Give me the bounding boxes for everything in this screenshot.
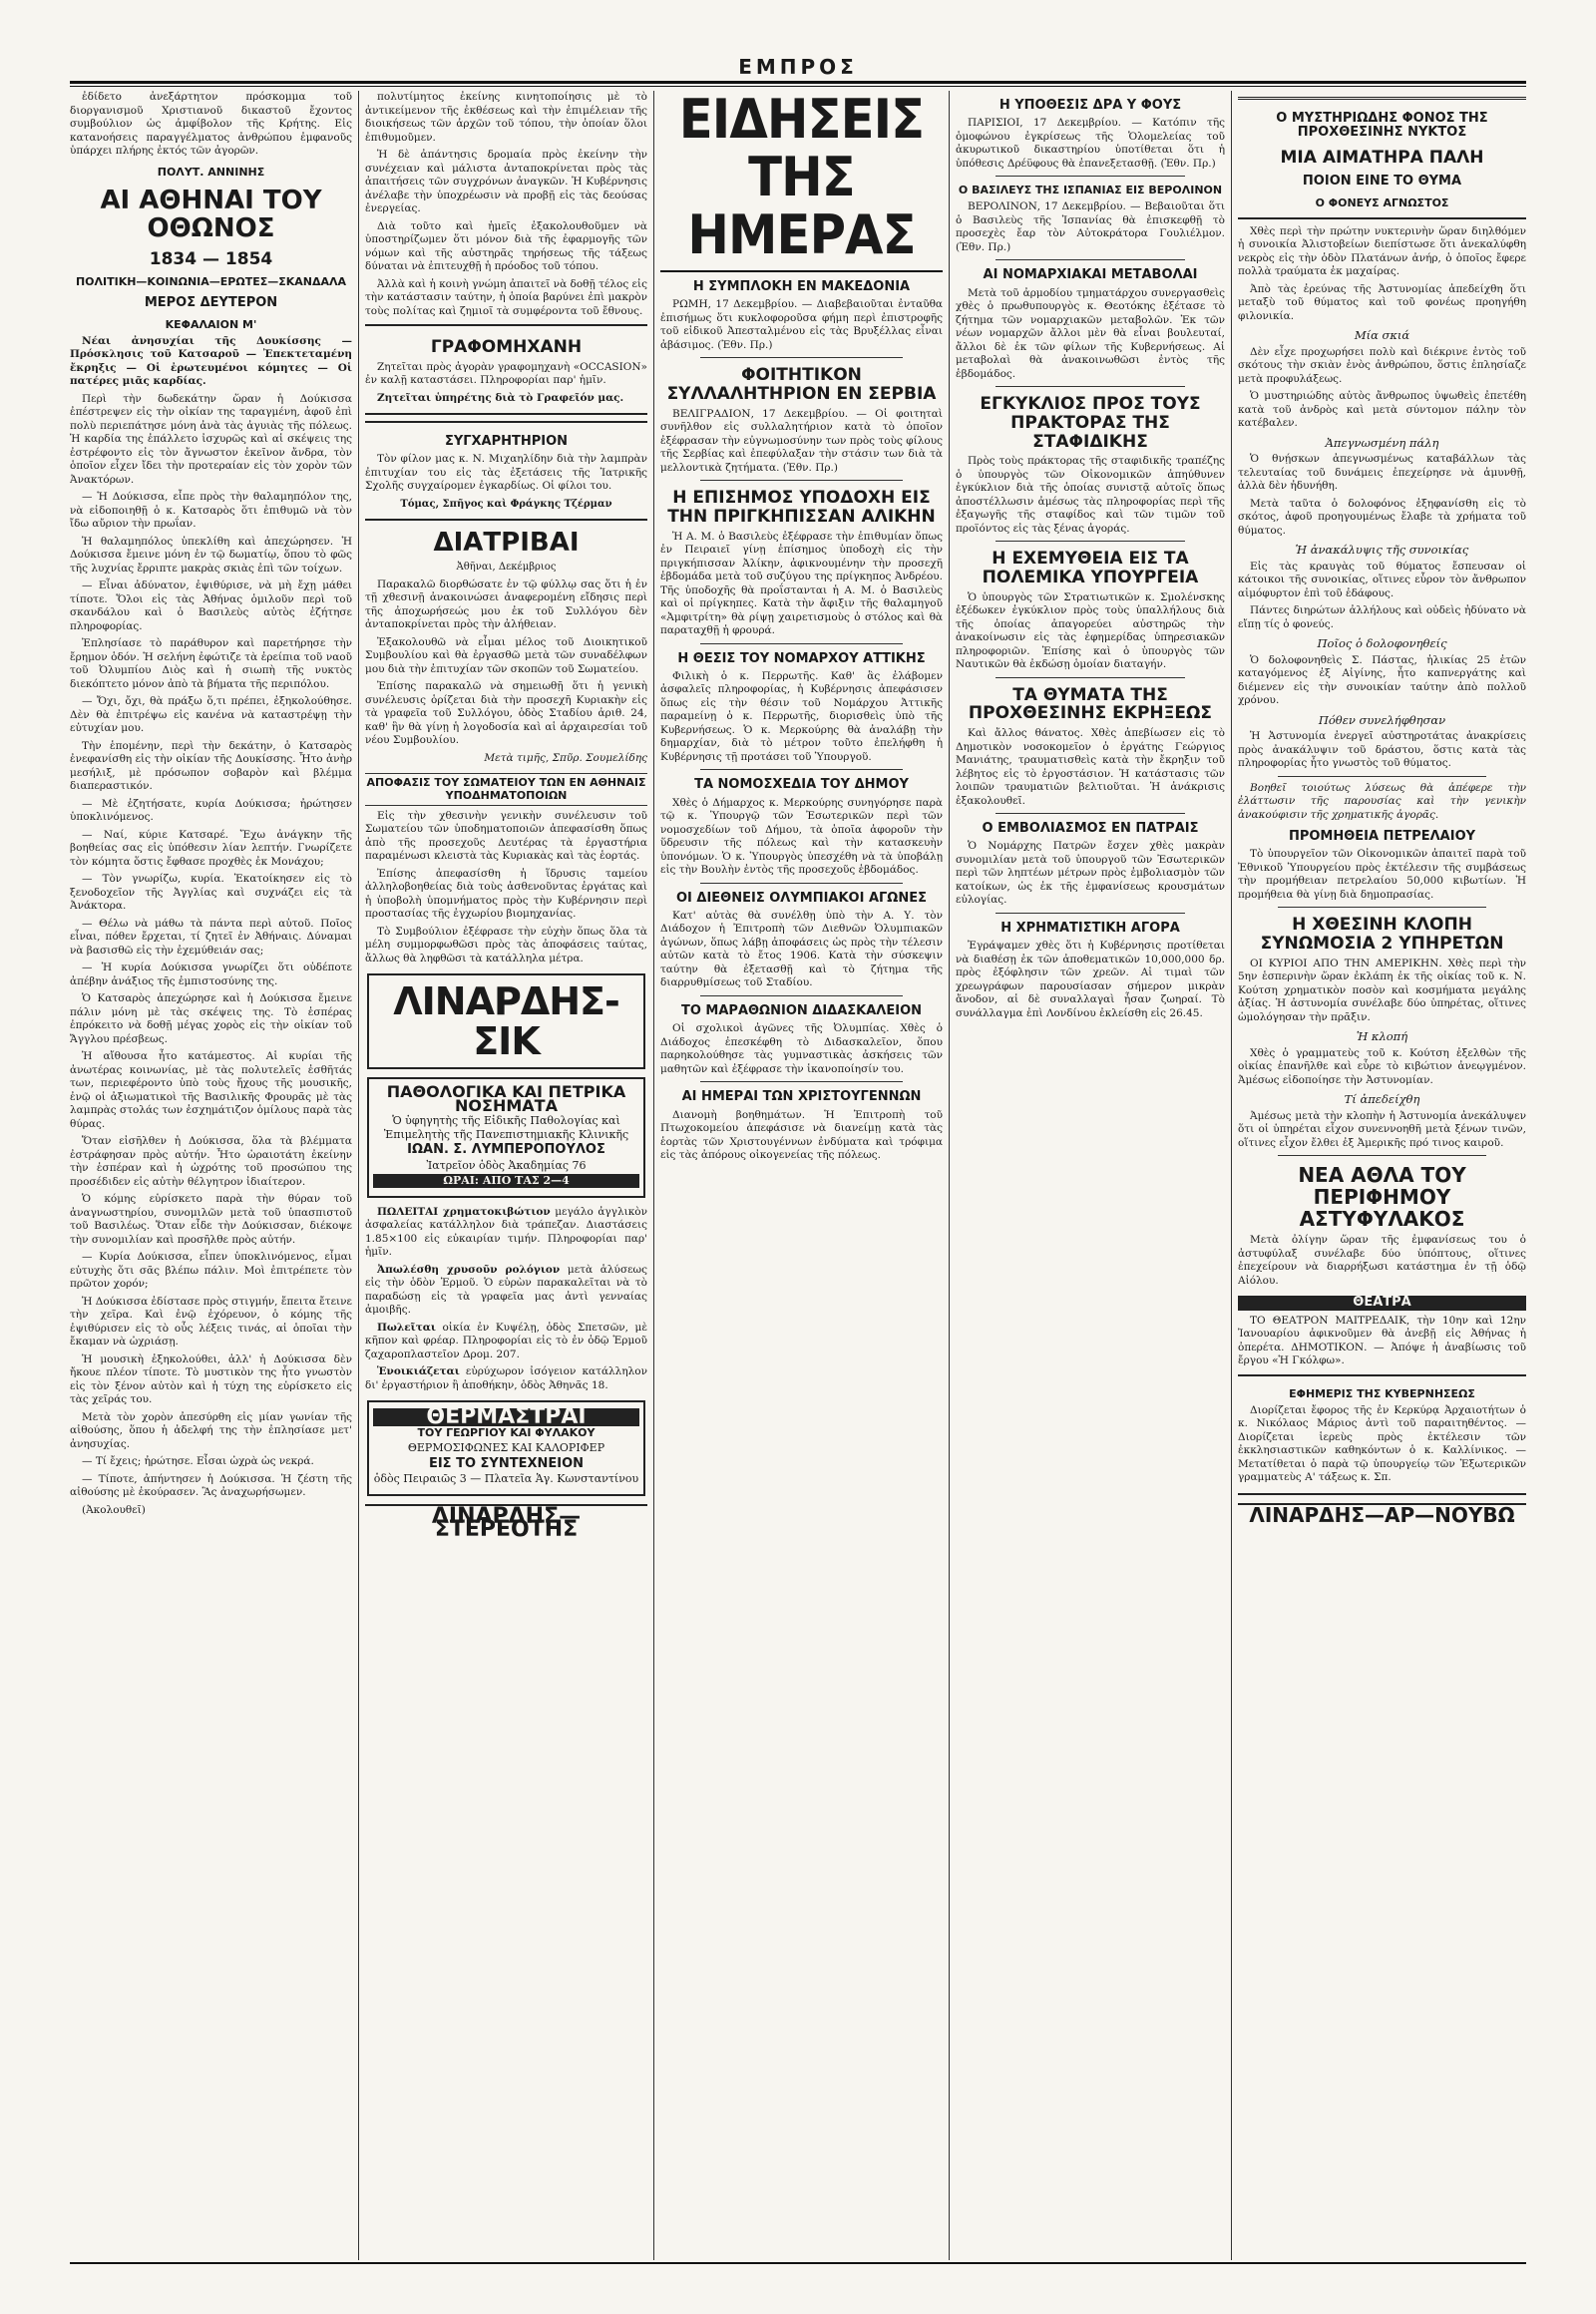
paragraph: Εἰς τὰς κραυγὰς τοῦ θύματος ἔσπευσαν οἱ κάτοικοι τῆς συνοικίας, οἵτινες εὗρον τὸν ἄνθρωπον αἱμόφυρτον ἐπὶ τοῦ ἐδάφους. — [1238, 560, 1526, 599]
newspaper-page — [70, 55, 1526, 2264]
paragraph: Χθὲς περὶ τὴν πρώτην νυκτερινὴν ὥραν διηλθόμεν ἡ συνοικία Ἀλιστοβείων διεπίστωσε ὅτι ἀνεκαλύφθη νεκρὸς εἰς τὴν ὁδὸν Πλατάνων ἀνήρ, ὁ ὁποῖος ἔφερε πολλὰ τραύματα ἐκ μαχαίρας. — [1238, 224, 1526, 278]
subhead: Μία σκιά — [1354, 328, 1410, 343]
news-item-body: Χθὲς ὁ γραμματεὺς τοῦ κ. Κούτση ἐξελθὼν τῆς οἰκίας ἐπανῆλθε καὶ εὗρε τὸ κιβώτιον ἀνεῳγμένον. Ἀμέσως εἰδοποίησε τὴν Ἀστυνομίαν. — [1238, 1046, 1526, 1086]
news-item — [956, 395, 1225, 536]
paragraph: — Κυρία Δούκισσα, εἶπεν ὑποκλινόμενος, εἶμαι εὐτυχὴς ὅτι σᾶς βλέπω πάλιν. Μοὶ ἐπιτρέπετε τὸν πρῶτον χορόν; — [70, 1251, 352, 1291]
paragraph: — Τὸν γνωρίζω, κυρία. Ἐκατοίκησεν εἰς τὸ ξενοδοχεῖον τῆς Ἀγγλίας καὶ συχνάζει εἰς τὰ Ἀνάκτορα. — [70, 873, 352, 913]
ad-heaters-address: ὁδὸς Πειραιῶς 3 — Πλατεῖα Ἁγ. Κωνσταντίνου — [373, 1472, 639, 1486]
columns — [70, 91, 1526, 2260]
column-divider — [358, 91, 359, 2260]
news-item-body: Μετὰ τοῦ ἀρμοδίου τμηματάρχου συνεργασθεὶς χθὲς ὁ πρωθυπουργὸς κ. Θεοτόκης ἐξέτασε τὸ ζήτημα τῶν νομαρχιακῶν μεταβολῶν. Ἐκ τῶν νέων νομαρχῶν ἄλλοι μὲν θὰ εἶναι βουλευταί, ἄλλοι δὲ ἐκ τῶν φίλων τῆς Κυβερνήσεως. Αἱ μεταβολαὶ θὰ ἀνακοινωθῶσι ἐντὸς τῆς ἑβδομάδος. — [956, 286, 1225, 380]
ad-heaters — [367, 1400, 645, 1496]
paragraph: Πάντες διηρώτων ἀλλήλους καὶ οὐδεὶς ἠδύνατο νὰ εἴπῃ τίς ὁ φονεύς. — [1238, 604, 1526, 630]
paragraph: Παρακαλῶ διορθώσατε ἐν τῷ φύλλῳ σας ὅτι ἡ ἐν τῇ χθεσινῇ ἀνακοινώσει ἀναφερομένη εἴδησις περὶ τῆς ἀποχωρήσεώς μου ἐκ τοῦ Συλλόγου δὲν ἀνταποκρίνεται πρὸς τὴν ἀλήθειαν. — [365, 578, 647, 631]
paragraph: Ἡ μουσικὴ ἐξηκολούθει, ἀλλ' ἡ Δούκισσα δὲν ἤκουε πλέον τίποτε. Τὸ μυστικὸν της ἦτο γνωστὸν εἰς τὸν ξένον αὐτὸν καὶ ἡ τύχη της εὑρίσκετο εἰς τὰς χεῖράς του. — [70, 1352, 352, 1406]
ad-doctor — [367, 1077, 645, 1198]
paragraph: Ὁ μυστηριώδης αὐτὸς ἄνθρωπος ὑψωθεὶς ἐπετέθη κατὰ τοῦ ἀνδρὸς καὶ μετὰ σύντομον πάλην τὸν κατέβαλεν. — [1238, 390, 1526, 430]
news-item — [1238, 1093, 1526, 1150]
divider — [700, 1081, 903, 1082]
news-item-heading: Τί ἀπεδείχθη — [1344, 1092, 1420, 1107]
news-item-body: Τὸ ὑπουργεῖον τῶν Οἰκονομικῶν ἀπαιτεῖ παρὰ τοῦ Ἐθνικοῦ Ὑπουργείου πρὸς ἐκτέλεσιν τῆς συμβάσεως τὴν προμήθειαν πετρελαίου 50,000 κιβωτίων. Ἡ προμήθεια θὰ γίνῃ διὰ δημοπρασίας. — [1238, 848, 1526, 901]
col2-intro: πολυτίμητος ἐκείνης κινητοποίησις μὲ τὸ ἀντικείμενον τῆς ἐκθέσεως καὶ τὴν ἐπιμέλειαν τῆς διοικήσεως τῶν ἀρχῶν τοῦ τόπου, τὴν ὁποίαν ὅλοι ἐπιθυμοῦμεν. — [365, 91, 647, 144]
paragraph: — Τί ἔχεις; ἠρώτησε. Εἶσαι ὠχρὰ ὡς νεκρά. — [82, 1455, 314, 1468]
murder-header — [1238, 97, 1526, 219]
paragraph: Ὁ Κατσαρὸς ἀπεχώρησε καὶ ἡ Δούκισσα ἔμεινε πάλιν μόνη μὲ τὰς σκέψεις της. Τὸ ἑσπέρας ἐπρόκειτο νὰ δοθῇ μέγας χορὸς εἰς τὴν οἰκίαν τοῦ Ἄγγλου πρέσβεως. — [70, 992, 352, 1045]
news-item-body: Ἐγράψαμεν χθὲς ὅτι ἡ Κυβέρνησις προτίθεται νὰ διαθέσῃ ἐκ τῶν ἀποθεματικῶν 10,000,000 δρ. πρὸς ἐξόφλησιν τῶν χρεῶν. Αἱ τιμαὶ τῶν χρεωγράφων παρουσίασαν σήμερον μικρὰν ἄνοδον, αἱ δὲ συναλλαγαὶ ἦσαν ζωηραί. Τὸ συνάλλαγμα ἐπὶ Λονδίνου ἐκλείσθη εἰς 26.45. — [956, 940, 1225, 1019]
paragraph: — Τίποτε, ἀπήντησεν ἡ Δούκισσα. Ἡ ζέστη τῆς αἰθούσης μὲ ἐκούρασεν. Ἂς ἀναχωρήσωμεν. — [70, 1472, 352, 1499]
divider — [700, 357, 903, 358]
section-signature: Μετὰ τιμῆς, Σπῦρ. Σουμελίδης — [484, 751, 647, 764]
news-item — [660, 778, 943, 877]
paragraph: Περὶ τὴν δωδεκάτην ὥραν ἡ Δούκισσα ἐπέστρεψεν εἰς τὴν οἰκίαν της ταραγμένη, ἀφοῦ ἐπὶ πολὺ περιεπάτησε μόνη ἀνὰ τὰς ἀγυιὰς τῆς πόλεως. Ἡ καρδία της ἐπάλλετο ἰσχυρῶς καὶ αἱ σκέψεις της ἐστρέφοντο εἰς τὸν ἄγνωστον ἐκεῖνον ἄνδρα, τὸν ὁποῖον εἶχεν ἴδει τὴν προτεραίαν εἰς τὸν χορὸν τῶν Ἀνακτόρων. — [70, 392, 352, 486]
divider — [996, 259, 1185, 260]
news-item-heading: ΑΙ ΝΟΜΑΡΧΙΑΚΑΙ ΜΕΤΑΒΟΛΑΙ — [983, 267, 1198, 283]
paragraph: Ὁ δολοφονηθεὶς Σ. Πάστας, ἡλικίας 25 ἐτῶν καταγόμενος ἐξ Αἰγίνης, ἦτο καπνεργάτης καὶ διέμενεν εἰς τὴν συνοικίαν ταύτην ἀπὸ πολλοῦ χρόνου. — [1238, 653, 1526, 707]
divider — [996, 813, 1185, 814]
news-item-body: Πρὸς τοὺς πράκτορας τῆς σταφιδικῆς τραπέζης ὁ ὑπουργὸς τῶν Οἰκονομικῶν ἀπηύθυνεν ἐγκύκλιον διὰ τῆς ὁποίας συνιστᾷ αὐτοῖς ὅπως ἀποστέλλωσιν ἀμέσως τὰς πληροφορίας περὶ τῆς ἐξαγωγῆς τῆς σταφίδος καὶ τῶν τιμῶν τοῦ προϊόντος εἰς τὰς ξένας ἀγοράς. — [956, 455, 1225, 535]
column-4 — [956, 91, 1225, 2260]
news-item-body: ΠΑΡΙΣΙΟΙ, 17 Δεκεμβρίου. — Κατόπιν τῆς ὁμοφώνου ἐγκρίσεως τῆς Ὁλομελείας τοῦ ἀκυρωτικοῦ δικαστηρίου ὑποτίθεται ὅτι ἡ ὑπόθεσις Δρέϋφους θὰ ἐπανεξετασθῇ. (Ἐθν. Πρ.) — [956, 117, 1225, 170]
news-item-body: ΡΩΜΗ, 17 Δεκεμβρίου. — Διαβεβαιοῦται ἐνταῦθα ἐπισήμως ὅτι κυκλοφοροῦσα φήμη περὶ ἐπιστροφῆς τοῦ εἰδικοῦ Ἀπεσταλμένου εἰς τὰς Βρυξέλλας εἶναι ἀβάσιμος. (Ἐθν. Πρ.) — [660, 298, 943, 351]
news-item — [956, 550, 1225, 671]
news-item-heading: Η ΧΡΗΜΑΤΙΣΤΙΚΗ ΑΓΟΡΑ — [1000, 920, 1180, 936]
ad-doctor-name: ΙΩΑΝ. Σ. ΛΥΜΠΕΡΟΠΟΥΛΟΣ — [407, 1142, 605, 1158]
ad-congrats-sign: Τόμας, Σπῆγος καὶ Φράγκης Τζέρμαν — [400, 498, 612, 510]
news-item-body: Κατ' αὐτὰς θὰ συνέλθῃ ὑπὸ τὴν Α. Υ. τὸν Διάδοχον ἡ Ἐπιτροπὴ τῶν Διεθνῶν Ὀλυμπιακῶν ἀγώνων, ὅπως λάβῃ ἀποφάσεις ὡς πρὸς τὴν τέλεσιν αὐτῶν κατὰ τὸ ἔτος 1906. Κατὰ τὴν σύσκεψιν ταύτην θὰ ἐξετασθῇ καὶ τὸ ζήτημα τῆς διαρρυθμίσεως τοῦ Σταδίου. — [660, 909, 943, 989]
news-item-body: Μετὰ ὀλίγην ὥραν τῆς ἐμφανίσεως του ὁ ἀστυφύλαξ συνέλαβε δύο ὑπόπτους, οἵτινες ἐπεχείρουν νὰ διαρρήξωσι κατάστημα ἐν τῇ ὁδῷ Αἰόλου. — [1238, 1234, 1526, 1287]
divider — [700, 643, 903, 644]
news-item — [660, 1090, 943, 1162]
ad-safe-body: μεγάλο ἀγγλικὸν ἀσφαλείας κατάλληλον διὰ τράπεζαν. Διαστάσεις 1.85×100 εἰς εὐκαιρίαν τιμήν. Πληροφορίαι παρ' ἡμῖν. — [365, 1205, 647, 1259]
news-item-body: Ὁ ὑπουργὸς τῶν Στρατιωτικῶν κ. Σμολένσκης ἐξέδωκεν ἐγκύκλιον πρὸς τοὺς ὑπαλλήλους διὰ τῆς ὁποίας ἀπαγορεύει αὐστηρῶς τὴν ἀνακοίνωσιν εἰς τὰς ἐφημερίδας ὑπηρεσιακῶν πληροφοριῶν. Ἐπίσης καὶ ὁ ὑπουργὸς τῶν Ναυτικῶν θὰ ἐκδώσῃ ὁμοίαν διαταγήν. — [956, 590, 1225, 671]
news-item — [660, 1004, 943, 1076]
column-1 — [70, 91, 352, 2260]
paragraph: Ἐπίσης ἀπεφασίσθη ἡ ἵδρυσις ταμείου ἀλληλοβοηθείας διὰ τοὺς ἀσθενοῦντας ἐργάτας καὶ ἡ ὑποβολὴ ὑπομνήματος πρὸς τὴν Κυβέρνησιν περὶ προστασίας τῆς ἐγχωρίου βιομηχανίας. — [365, 867, 647, 921]
paragraph: Ἐπίσης παρακαλῶ νὰ σημειωθῇ ὅτι ἡ γενικὴ συνέλευσις ὁρίζεται διὰ τὴν προσεχῆ Κυριακὴν εἰς τὰ γραφεῖα τοῦ Συλλόγου, ὁδὸς Σταδίου ἀριθ. 24, καθ' ἣν θὰ γίνῃ ἡ λογοδοσία καὶ αἱ ἀρχαιρεσίαι τοῦ νέου Συμβουλίου. — [365, 680, 647, 747]
news-item-heading: Η ΥΠΟΘΕΣΙΣ ΔΡΑ Υ ΦΟΥΣ — [998, 98, 1182, 113]
gazette-title: ΕΦΗΜΕΡΙΣ ΤΗΣ ΚΥΒΕΡΝΗΣΕΩΣ — [1289, 1386, 1475, 1400]
ad-linardis-art-nouveau: ΛΙΝΑΡΔΗΣ—ΑΡ—ΝΟΥΒΩ — [1238, 1503, 1526, 1523]
ad-doctor-body: Ὁ ὑφηγητὴς τῆς Εἰδικῆς Παθολογίας καὶ Ἐπιμελητὴς τῆς Πανεπιστημιακῆς Κλινικῆς — [383, 1114, 629, 1141]
ad-watch-title: Ἀπωλέσθη χρυσοῦν ρολόγιον — [377, 1263, 561, 1276]
paragraph: (Ἀκολουθεῖ) — [82, 1503, 146, 1516]
news-item-heading: ΘΕΑΤΡΑ — [1238, 1296, 1526, 1310]
section-title: ΔΙΑΤΡΙΒΑΙ — [433, 528, 580, 559]
news-item-heading: Η ΣΥΜΠΛΟΚΗ ΕΝ ΜΑΚΕΔΟΝΙΑ — [692, 279, 911, 294]
paragraph: Ἀπὸ τὰς ἐρεύνας τῆς Ἀστυνομίας ἀπεδείχθη ὅτι μεταξὺ τοῦ θύματος καὶ τοῦ φονέως προηγήθη φιλονικία. — [1238, 282, 1526, 322]
government-gazette — [1238, 1374, 1526, 1495]
news-item-heading: ΕΓΚΥΚΛΙΟΣ ΠΡΟΣ ΤΟΥΣ ΠΡΑΚΤΟΡΑΣ ΤΗΣ ΣΤΑΦΙΔΙΚΗΣ — [980, 394, 1201, 452]
news-item-heading: ΤΟ ΜΑΡΑΘΩΝΙΟΝ ΔΙΔΑΣΚΑΛΕΙΟΝ — [680, 1002, 923, 1018]
news-item — [660, 280, 943, 352]
subhead: Ποῖος ὁ δολοφονηθείς — [1317, 636, 1447, 651]
news-item — [660, 652, 943, 765]
news-item — [956, 99, 1225, 171]
news-item — [1238, 830, 1526, 902]
news-item — [1238, 1030, 1526, 1087]
news-item-body: Διανομὴ βοηθημάτων. Ἡ Ἐπιτροπὴ τοῦ Πτωχοκομείου ἀπεφάσισε νὰ διανείμῃ κατὰ τὰς ἑορτὰς τῶν Χριστουγέννων ἐνδύματα καὶ τρόφιμα εἰς τὰς ἀπόρους οἰκογενείας τῆς πόλεως. — [660, 1108, 943, 1162]
footer-rule — [70, 2262, 1526, 2264]
column-5 — [1238, 91, 1526, 2260]
paragraph: — Ὄχι, ὄχι, θὰ πράξω ὅ,τι πρέπει, ἐξηκολούθησε. Δὲν θὰ ἐπιτρέψω εἰς κανένα νὰ καταστρέψῃ τὴν εὐτυχίαν μου. — [70, 695, 352, 735]
news-item-heading: ΤΑ ΘΥΜΑΤΑ ΤΗΣ ΠΡΟΧΘΕΣΙΝΗΣ ΕΚΡΗΞΕΩΣ — [968, 684, 1213, 724]
ad-doctor-title: ΠΑΘΟΛΟΓΙΚΑ ΚΑΙ ΠΕΤΡΙΚΑ ΝΟΣΗΜΑΤΑ — [386, 1082, 626, 1115]
section-subtitle: Ἀθῆναι, Δεκέμβριος — [456, 562, 557, 574]
news-item-heading: Η ΘΕΣΙΣ ΤΟΥ ΝΟΜΑΡΧΟΥ ΑΤΤΙΚΗΣ — [677, 650, 926, 666]
news-item-body: ΒΕΛΙΓΡΑΔΙΟΝ, 17 Δεκεμβρίου. — Οἱ φοιτηταὶ συνῆλθον εἰς συλλαλητήριον κατὰ τὸ ὁποῖον ἐξέφρασαν τὴν εὐγνωμοσύνην των πρὸς τοὺς φίλους τῆς Σερβίας καὶ ἐπεφύλαξαν τὴν στάσιν των διὰ τὰ μελλοντικὰ ζητήματα. (Ἐθν. Πρ.) — [660, 407, 943, 474]
paragraph: Διὰ τοῦτο καὶ ἡμεῖς ἐξακολουθοῦμεν νὰ ὑποστηρίζωμεν ὅτι μόνον διὰ τῆς ἐφαρμογῆς τῶν νόμων καὶ τῆς αὐστηρᾶς τηρήσεως τῆς τάξεως δύναται νὰ ἐπιτευχθῇ ἡ πρόοδος τοῦ τόπου. — [365, 219, 647, 272]
news-item — [660, 489, 943, 637]
ad-watch-body: μετὰ ἁλύσεως εἰς τὴν ὁδὸν Ἑρμοῦ. Ὁ εὑρὼν παρακαλεῖται νὰ τὸ παραδώσῃ εἰς τὰ γραφεῖα μας ἀντὶ γενναίας ἀμοιβῆς. — [365, 1263, 647, 1317]
ad-house-title: Πωλεῖται — [377, 1321, 436, 1334]
paragraph: Ἐπλησίασε τὸ παράθυρον καὶ παρετήρησε τὴν ἔρημον ὁδόν. Ἡ σελήνη ἐφώτιζε τὰ ἐρείπια τοῦ ναοῦ τοῦ Ὀλυμπίου Διὸς καὶ ἡ σιωπὴ τῆς νυκτὸς διεκόπτετο μόνον ἀπὸ τὰ βήματα τῆς περιπόλου. — [70, 637, 352, 690]
ad-typewriter-body: Ζητεῖται πρὸς ἀγορὰν γραφομηχανὴ «OCCASION» ἐν καλῇ καταστάσει. Πληροφορίαι παρ' ἡμῖν. — [365, 360, 647, 387]
subhead: Ἡ ἀνακάλυψις τῆς συνοικίας — [1295, 543, 1469, 558]
col5-intro: Βοηθεῖ τοιούτως λύσεως θὰ ἀπέφερε τὴν ἐλάττωσιν τῆς παρουσίας καὶ τὴν γενικὴν ἀνακούφισιν τῆς χρηματικῆς ἀγορᾶς. — [1238, 781, 1526, 821]
paragraph: Μετὰ ταῦτα ὁ δολοφόνος ἐξηφανίσθη εἰς τὸ σκότος, ἀφοῦ προηγουμένως ἔλαβε τὰ χρήματα τοῦ θύματος. — [1238, 497, 1526, 537]
news-of-the-day-title: ΕΙΔΗΣΕΙΣ ΤΗΣ ΗΜΕΡΑΣ — [678, 91, 925, 266]
title-rule — [660, 270, 943, 272]
news-item — [956, 822, 1225, 908]
masthead-title: ΕΜΠΡΟΣ — [738, 55, 858, 79]
news-item-heading: ΦΟΙΤΗΤΙΚΟΝ ΣΥΛΛΑΛΗΤΗΡΙΟΝ ΕΝ ΣΕΡΒΙΑ — [666, 365, 937, 404]
news-item-heading: Η ΧΘΕΣΙΝΗ ΚΛΟΠΗ ΣΥΝΩΜΟΣΙΑ 2 ΥΠΗΡΕΤΩΝ — [1260, 915, 1504, 955]
ad-doctor-hours: ΩΡΑΙ: ΑΠΟ ΤΑΣ 2—4 — [373, 1174, 639, 1188]
murder-question: ΠΟΙΟΝ ΕΙΝΕ ΤΟ ΘΥΜΑ — [1302, 174, 1462, 190]
murder-kicker: Ο ΜΥΣΤΗΡΙΩΔΗΣ ΦΟΝΟΣ ΤΗΣ ΠΡΟΧΘΕΣΙΝΗΣ ΝΥΚΤΟΣ — [1276, 111, 1488, 141]
ad-rent-title: Ἑνοικιάζεται — [377, 1365, 460, 1378]
subhead: Ἀπεγνωσμένη πάλη — [1325, 435, 1439, 450]
paragraph: Μετὰ τὸν χορὸν ἀπεσύρθη εἰς μίαν γωνίαν τῆς αἰθούσης, ὅπου ἡ ἀδελφή της τὴν ἐπλησίασε μετ' ἀνησυχίας. — [70, 1410, 352, 1450]
murder-subquestion: Ο ΦΟΝΕΥΣ ΑΓΝΩΣΤΟΣ — [1315, 195, 1449, 209]
news-item — [1238, 916, 1526, 1024]
news-item-heading: ΠΡΟΜΗΘΕΙΑ ΠΕΤΡΕΛΑΙΟΥ — [1288, 829, 1476, 845]
paragraph: Ἡ Δούκισσα ἐδίστασε πρὸς στιγμήν, ἔπειτα ἔτεινε τὴν χεῖρα. Καὶ ἐνῷ ἐχόρευον, ὁ κόμης τῆς ἐψιθύρισεν εἰς τὸ οὖς λέξεις τινάς, αἱ ὁποῖαι τὴν ἔκαμαν νὰ ὠχριάσῃ. — [70, 1295, 352, 1349]
paragraph: Ἡ δὲ ἀπάντησις δρομαία πρὸς ἐκείνην τὴν συνέχειαν καὶ μάλιστα ἀνταποκρίνεται πρὸς τὰς ἀπαιτήσεις τῶν συγχρόνων ἀναγκῶν. Ἡ Κυβέρνησις ἀνέλαβε τὴν ὑποχρέωσιν νὰ προβῇ εἰς τὰς δεούσας ἐνεργείας. — [365, 149, 647, 214]
ad-heaters-brand: ΘΕΡΜΑΣΤΡΑΙ — [373, 1408, 639, 1426]
col1-author: ΠΟΛΥΤ. ΑΝΝΙΝΗΣ — [157, 165, 265, 179]
paragraph: — Ἡ Δούκισσα, εἶπε πρὸς τὴν θαλαμηπόλον της, νὰ εἰδοποιηθῇ ὁ κ. Κατσαρὸς ὅτι ἐπιθυμῶ νὰ τὸν ἴδω αὔριον τὴν πρωΐαν. — [70, 491, 352, 531]
news-item-body: ΤΟ ΘΕΑΤΡΟΝ ΜΑΙΤΡΕΔΑΙΚ, τὴν 10ην καὶ 12ην Ἰανουαρίου ἀφικνοῦμεν θὰ ἀνεβῇ εἰς Ἀθήνας ἡ ὀπερέτα. ΔΗΜΟΤΙΚΟΝ. — Ἀπόψε ἡ ἀναβίωσις τοῦ ἔργου «Ἡ Γκόλφω». — [1238, 1314, 1526, 1367]
news-item-heading: Η ΕΠΙΣΗΜΟΣ ΥΠΟΔΟΧΗ ΕΙΣ ΤΗΝ ΠΡΙΓΚΗΠΙΣΣΑΝ ΑΛΙΚΗΝ — [667, 488, 936, 527]
divider — [1278, 907, 1486, 908]
ad-rent-body: εὐρύχωρον ἰσόγειον κατάλληλον δι' ἐργαστήριον ἢ ἀποθήκην, ὁδὸς Ἀθηνᾶς 18. — [365, 1365, 647, 1391]
news-item-heading: ΤΑ ΝΟΜΟΣΧΕΔΙΑ ΤΟΥ ΔΗΜΟΥ — [694, 777, 909, 793]
masthead-rule — [70, 81, 1526, 84]
col1-subtitle: ΠΟΛΙΤΙΚΗ—ΚΟΙΝΩΝΙΑ—ΕΡΩΤΕΣ—ΣΚΑΝΔΑΛΑ — [75, 275, 347, 289]
ad-brand: ΛΙΝΑΡΔΗΣ-ΣΙΚ — [393, 979, 619, 1064]
divider — [996, 913, 1185, 914]
column-divider — [949, 91, 950, 2260]
paragraph: Ἡ Ἀστυνομία ἐνεργεῖ αὐστηροτάτας ἀνακρίσεις πρὸς ἀνακάλυψιν τοῦ δράστου, ὅστις κατὰ τὰς πληροφορίας ἦτο γνωστὸς τοῦ θύματος. — [1238, 730, 1526, 770]
divider — [700, 883, 903, 884]
ad-congrats-title: ΣΥΓΧΑΡΗΤΗΡΙΟΝ — [444, 434, 569, 450]
col1-part: ΜΕΡΟΣ ΔΕΥΤΕΡΟΝ — [144, 295, 278, 311]
ad-linardis-sik — [367, 973, 645, 1069]
divider — [996, 677, 1185, 678]
paragraph: — Μὲ ἐζητήσατε, κυρία Δούκισσα; ἠρώτησεν ὑποκλινόμενος. — [70, 797, 352, 824]
subhead: Πόθεν συνελήφθησαν — [1318, 712, 1446, 727]
shoemakers-title: ΑΠΟΦΑΣΙΣ ΤΟΥ ΣΩΜΑΤΕΙΟΥ ΤΩΝ ΕΝ ΑΘΗΝΑΙΣ ΥΠΟΔΗΜΑΤΟΠΟΙΩΝ — [365, 773, 647, 805]
ad-servant: Ζητεῖται ὑπηρέτης διὰ τὸ Γραφεῖόν μας. — [377, 391, 624, 404]
ad-congrats-body: Τὸν φίλον μας κ. Ν. Μιχαηλίδην διὰ τὴν λαμπρὰν ἐπιτυχίαν του εἰς τὰς ἐξετάσεις τῆς Ἰατρικῆς Σχολῆς συγχαίρομεν ἐγκαρδίως. Οἱ φίλοι του. — [365, 453, 647, 493]
ad-heaters-body: ΘΕΡΜΟΣΙΦΩΝΕΣ ΚΑΙ ΚΑΛΟΡΙΦΕΡ — [407, 1441, 605, 1455]
divider — [1278, 1155, 1486, 1156]
news-item-heading: ΝΕΑ ΑΘΛΑ ΤΟΥ ΠΕΡΙΦΗΜΟΥ ΑΣΤΥΦΥΛΑΚΟΣ — [1298, 1163, 1466, 1232]
ad-congrats — [365, 421, 647, 521]
paragraph: — Θέλω νὰ μάθω τὰ πάντα περὶ αὐτοῦ. Ποῖος εἶναι, πόθεν ἔρχεται, τί ζητεῖ ἐν Ἀθήναις. Δύναμαι νὰ βασισθῶ εἰς τὴν ἐχεμύθειάν σας; — [70, 917, 352, 957]
news-item — [660, 366, 943, 475]
murder-title: ΜΙΑ ΑΙΜΑΤΗΡΑ ΠΑΛΗ — [1280, 147, 1484, 168]
ad-linardis-stereotis: ΛΙΝΑΡΔΗΣ—ΣΤΕΡΕΟΤΗΣ — [365, 1504, 647, 1537]
masthead-rule-thin — [70, 86, 1526, 87]
column-3 — [660, 91, 943, 2260]
news-item-heading: Ο ΒΑΣΙΛΕΥΣ ΤΗΣ ΙΣΠΑΝΙΑΣ ΕΙΣ ΒΕΡΟΛΙΝΟΝ — [958, 184, 1223, 197]
divider — [700, 480, 903, 481]
paragraph: Τὸ Συμβούλιον ἐξέφρασε τὴν εὐχὴν ὅπως ὅλα τὰ μέλη συμμορφωθῶσι πρὸς τὰς ἀποφάσεις ταύτας, ἄλλως θὰ ληφθῶσι τὰ κατάλληλα μέτρα. — [365, 925, 647, 964]
paragraph: Δὲν εἶχε προχωρήσει πολὺ καὶ διέκρινε ἐντὸς τοῦ σκότους τὴν σκιὰν ἑνὸς ἀνθρώπου, ὅστις ἐπλησίαζε μετὰ προφυλάξεως. — [1238, 345, 1526, 385]
divider — [996, 541, 1185, 542]
news-item-heading: Ἡ κλοπή — [1356, 1029, 1408, 1044]
divider — [996, 176, 1185, 177]
news-item — [956, 686, 1225, 808]
paragraph: Τὴν ἑπομένην, περὶ τὴν δεκάτην, ὁ Κατσαρὸς ἐνεφανίσθη εἰς τὴν οἰκίαν τῆς Δουκίσσης. Ἦτο ἀνὴρ μεσήλιξ, μὲ πρόσωπον σοβαρὸν καὶ βλέμμα διαπεραστικόν. — [70, 739, 352, 793]
news-item — [956, 268, 1225, 381]
paragraph: Εἰς τὴν χθεσινὴν γενικὴν συνέλευσιν τοῦ Σωματείου τῶν ὑποδηματοποιῶν ἀπεφασίσθη ὅπως ἀπὸ τῆς προσεχοῦς Δευτέρας τὰ ἐργαστήρια παραμένωσι κλειστὰ τὰς Κυριακὰς καὶ τὰς ἑορτάς. — [365, 809, 647, 863]
paragraph: Ἐξακολουθῶ νὰ εἶμαι μέλος τοῦ Διοικητικοῦ Συμβουλίου καὶ θὰ ἐργασθῶ μετὰ τῶν συναδέλφων μου διὰ τὴν ἐπιτυχίαν τῶν σκοπῶν τοῦ Σωματείου. — [365, 635, 647, 675]
col1-intro: ἐδίδετο ἀνεξάρτητον πρόσκομμα τοῦ διοργανισμοῦ Χριστιανοῦ δικαστοῦ ἔχοντος συμβούλιον ὡς ἀμφίβολον τῆς Κρήτης. Εἰς κατανοήσεις παραγγέλματος ἀνθρώπου ἐμφανοῦς ὑπάρχει πλήρης ἐκτός τῶν ἀγορῶν. — [70, 91, 352, 157]
news-item-body: Ὁ Νομάρχης Πατρῶν ἔσχεν χθὲς μακρὰν συνομιλίαν μετὰ τοῦ ὑπουργοῦ τῶν Ἐσωτερικῶν περὶ τῶν ληπτέων μέτρων πρὸς ἐμβολιασμὸν τῶν κατοίκων, ὡς ἐκ τῆς ἐμφανίσεως κρουσμάτων εὐλογίας. — [956, 840, 1225, 907]
news-item-heading: ΑΙ ΗΜΕΡΑΙ ΤΩΝ ΧΡΙΣΤΟΥΓΕΝΝΩΝ — [681, 1089, 922, 1105]
divider — [700, 995, 903, 996]
news-item-body: Φιλικὴ ὁ κ. Περρωτῆς. Καθ' ἃς ἐλάβομεν ἀσφαλεῖς πληροφορίας, ἡ Κυβέρνησις ἀπεφάσισεν ὅπως εἰς τὴν θέσιν τοῦ Νομάρχου Ἀττικῆς παραμείνῃ ὁ κ. Περρωτῆς, διορισθεὶς ὑπὸ τῆς Κυβερνήσεως. Ὁ κ. Μερκούρης θὰ ἀναλάβῃ τὴν δημαρχίαν, διὰ τὸ μέτρον τοῦτο ἐπελήφθη ἡ Κυβέρνησις τῇ προτάσει τοῦ Ὑπουργοῦ. — [660, 669, 943, 763]
ad-typewriter — [365, 324, 647, 415]
col1-serial-title: ΑΙ ΑΘΗΝΑΙ ΤΟΥ ΟΘΩΝΟΣ — [100, 185, 322, 243]
news-item — [1238, 1296, 1526, 1367]
news-item — [660, 892, 943, 990]
paragraph: — Ἡ κυρία Δούκισσα γνωρίζει ὅτι οὐδέποτε ἀπέβην ἀνάξιος τῆς ἐμπιστοσύνης της. — [70, 962, 352, 987]
col1-years: 1834 — 1854 — [149, 248, 273, 269]
ad-doctor-address: Ἰατρεῖον ὁδὸς Ἀκαδημίας 76 — [426, 1158, 587, 1172]
paragraph: Ἀλλὰ καὶ ἡ κοινὴ γνώμη ἀπαιτεῖ νὰ δοθῇ τέλος εἰς τὴν κατάστασιν ταύτην, ἡ ὁποία βαρύνει ἐπὶ μακρὸν τοὺς πολίτας καὶ ζημιοῖ τὰ συμφέροντα τοῦ ἔθνους. — [365, 277, 647, 317]
column-divider — [1231, 91, 1232, 2260]
paragraph: Ἡ αἴθουσα ἦτο κατάμεστος. Αἱ κυρίαι τῆς ἀνωτέρας κοινωνίας, μὲ τὰς πολυτελεῖς ἐσθῆτάς των, περιεφέροντο ὑπὸ τοὺς ἤχους τῆς μουσικῆς, ἐνῷ οἱ ἀξιωματικοὶ τῆς Βασιλικῆς Φρουρᾶς μὲ τὰς λαμπρὰς στολάς των ἐσχημάτιζον ὁμίλους παρὰ τὰς θύρας. — [70, 1050, 352, 1130]
news-item-body: ΟΙ ΚΥΡΙΟΙ ΑΠΟ ΤΗΝ ΑΜΕΡΙΚΗΝ. Χθὲς περὶ τὴν 5ην ἑσπερινὴν ὥραν ἐκλάπη ἐκ τῆς οἰκίας τοῦ κ. Ν. Κούτση χρηματικὸν ποσὸν καὶ κοσμήματα μεγάλης ἀξίας. Ἡ ἀστυνομία συνέλαβε δύο ὑπηρέτας, οἵτινες ὡμολόγησαν τὴν πρᾶξιν. — [1238, 957, 1526, 1023]
paragraph: — Εἶναι ἀδύνατον, ἐψιθύρισε, νὰ μὴ ἔχῃ μάθει τίποτε. Ὅλοι εἰς τὰς Ἀθήνας ὁμιλοῦν περὶ τοῦ σκανδάλου καὶ ὁ Βασιλεὺς αὐτὸς ἐζήτησε πληροφορίας. — [70, 579, 352, 632]
news-item — [956, 185, 1225, 254]
ad-safe-title: ΠΩΛΕΙΤΑΙ χρηματοκιβώτιον — [377, 1205, 551, 1218]
col1-body — [70, 393, 352, 1518]
paragraph: Ἡ θαλαμηπόλος ὑπεκλίθη καὶ ἀπεχώρησεν. Ἡ Δούκισσα ἔμεινε μόνη ἐν τῷ δωματίῳ, ὅπου τὸ φῶς τῆς λυχνίας ἔρριπτε μακρὰς σκιὰς ἐπὶ τῶν τοίχων. — [70, 535, 352, 575]
col1-chapter: ΚΕΦΑΛΑΙΟΝ Μ' — [165, 317, 257, 331]
news-item-heading: ΟΙ ΔΙΕΘΝΕΙΣ ΟΛΥΜΠΙΑΚΟΙ ΑΓΩΝΕΣ — [675, 890, 927, 906]
news-item-body: Οἱ σχολικοὶ ἀγῶνες τῆς Ὀλυμπίας. Χθὲς ὁ Διάδοχος ἐπεσκέφθη τὸ Διδασκαλεῖον, ὅπου παρηκολούθησε τὰς γυμναστικὰς ἀσκήσεις τῶν μαθητῶν καὶ ἐξέφρασε τὴν ἱκανοποίησίν του. — [660, 1022, 943, 1075]
news-item-body: ΒΕΡΟΛΙΝΟΝ, 17 Δεκεμβρίου. — Βεβαιοῦται ὅτι ὁ Βασιλεὺς τῆς Ἱσπανίας θὰ ἐπισκεφθῇ τὸ προσεχὲς ἔαρ τὸν Αὐτοκράτορα Γουλιέλμον. (Ἐθν. Πρ.) — [956, 200, 1225, 253]
paragraph: Ὅταν εἰσῆλθεν ἡ Δούκισσα, ὅλα τὰ βλέμματα ἐστράφησαν πρὸς αὐτήν. Ἦτο ὡραιοτάτη ἐκείνην τὴν ἑσπέραν καὶ ἡ ὠχρότης τοῦ προσώπου της προσέδιδεν εἰς αὐτὴν θέλγητρον ἰδιαίτερον. — [70, 1135, 352, 1188]
ad-typewriter-title: ΓΡΑΦΟΜΗΧΑΝΗ — [430, 337, 583, 357]
gazette-body: Διορίζεται ἔφορος τῆς ἐν Κερκύρᾳ Ἀρχαιοτήτων ὁ κ. Νικόλαος Μάριος ἀντὶ τοῦ παραιτηθέντος. — Διορίζεται ἱερεὺς πρὸς ἐκτέλεσιν τῶν ἐκκλησιαστικῶν καθηκόντων ὁ κ. Καλλίνικος. — Μετατίθεται ὁ παρὰ τῷ ὑπουργείῳ τῶν Ἐξωτερικῶν γραμματεὺς Α' τάξεως κ. Σπ. — [1238, 1403, 1526, 1484]
news-item-body: Χθὲς ὁ Δήμαρχος κ. Μερκούρης συνηγόρησε παρὰ τῷ κ. Ὑπουργῷ τῶν Ἐσωτερικῶν περὶ τῶν νομοσχεδίων τοῦ Δήμου, τὰ ὁποῖα ἀφοροῦν τὴν ὕδρευσιν τῆς πόλεως καὶ τὴν κατασκευὴν ὑπονόμων. Ὁ κ. Ὑπουργὸς ὑπεσχέθη νὰ τὰ ὑποβάλῃ εἰς τὴν Βουλὴν ἐντὸς τῆς προσεχοῦς ἑβδομάδος. — [660, 796, 943, 877]
ad-heaters-shop: ΕΙΣ ΤΟ ΣΥΝΤΕΧΝΕΙΟΝ — [428, 1455, 585, 1471]
paragraph: Ὁ θνῄσκων ἀπεγνωσμένως καταβάλλων τὰς τελευταίας τοῦ δυνάμεις ἐπεχείρησε νὰ ἀμυνθῇ, ἀλλὰ δὲν ἠδυνήθη. — [1238, 453, 1526, 493]
news-item-heading: Ο ΕΜΒΟΛΙΑΣΜΟΣ ΕΝ ΠΑΤΡΑΙΣ — [982, 821, 1199, 836]
paragraph: Ὁ κόμης εὑρίσκετο παρὰ τὴν θύραν τοῦ ἀναγνωστηρίου, συνομιλῶν μετὰ τοῦ ὑπασπιστοῦ τοῦ Βασιλέως. Ὅταν εἶδε τὴν Δούκισσαν, διέκοψε τὴν συνομιλίαν καὶ προσῆλθε πρὸς αὐτήν. — [70, 1193, 352, 1246]
divider — [700, 769, 903, 770]
news-item-body: Ἀμέσως μετὰ τὴν κλοπὴν ἡ Ἀστυνομία ἀνεκάλυψεν ὅτι οἱ ὑπηρέται εἶχον συνεννοηθῆ μετὰ ξένων τινῶν, οἵτινες εἶχον ἔλθει ἐξ Ἀμερικῆς πρό τινος καιροῦ. — [1238, 1109, 1526, 1149]
paragraph: — Ναί, κύριε Κατσαρέ. Ἔχω ἀνάγκην τῆς βοηθείας σας εἰς ὑπόθεσιν λίαν λεπτήν. Γνωρίζετε τὸν κόμητα ὅστις ἔφθασε προχθὲς ἐκ Μονάχου; — [70, 828, 352, 868]
news-item-body: Καὶ ἄλλος θάνατος. Χθὲς ἀπεβίωσεν εἰς τὸ Δημοτικὸν νοσοκομεῖον ὁ ἐργάτης Γεώργιος Μανιάτης, τραυματισθεὶς κατὰ τὴν ἔκρηξιν τοῦ λέβητος εἰς τὸ ἐργοστάσιον. Ἡ κατάστασις τῶν λοιπῶν τραυματιῶν βελτιοῦται. Ἡ ἀνάκρισις ἐξακολουθεῖ. — [956, 727, 1225, 807]
ad-house-body: οἰκία ἐν Κυψέλῃ, ὁδὸς Σπετσῶν, μὲ κῆπον καὶ φρέαρ. Πληροφορίαι εἰς τὸ ἐν ὁδῷ Ἑρμοῦ ζαχαροπλαστεῖον Δρομ. 207. — [365, 1321, 647, 1360]
divider — [1278, 776, 1486, 777]
divider — [996, 386, 1185, 387]
news-item-heading: Η ΕΧΕΜΥΘΕΙΑ ΕΙΣ ΤΑ ΠΟΛΕΜΙΚΑ ΥΠΟΥΡΓΕΙΑ — [982, 549, 1199, 587]
news-item — [956, 922, 1225, 1020]
news-item-body: Ἡ Α. Μ. ὁ Βασιλεὺς ἐξέφρασε τὴν ἐπιθυμίαν ὅπως ἐν Πειραιεῖ γίνῃ ἐπίσημος ὑποδοχὴ εἰς τὴν πριγκήπισσαν Ἀλίκην, ἀφικνουμένην τὴν προσεχῆ ἑβδομάδα μετὰ τοῦ συζύγου της πρίγκηπος Ἀνδρέου. Τῆς ὑποδοχῆς θὰ προΐστανται ἡ Α. Μ. ὁ Βασιλεὺς καὶ οἱ πρίγκηπες. Κατὰ τὴν ἄφιξιν τῆς θαλαμηγοῦ «Ἀμφιτρίτη» θὰ ρίψῃ χαιρετισμοὺς ὁ στόλος καὶ θὰ παραταχθῇ ἡ φρουρά. — [660, 530, 943, 637]
col1-lede: Νέαι ἀνησυχίαι τῆς Δουκίσσης — Πρόσκλησις τοῦ Κατσαροῦ — Ἐπεκτεταμένη ἔκρηξις — Οἱ ἐρωτευμένοι κόμητες — Οἱ πατέρες μιᾶς καρδίας. — [70, 334, 352, 388]
news-item — [1238, 1164, 1526, 1288]
ad-heaters-sub: ΤΟΥ ΓΕΩΡΓΙΟΥ ΚΑΙ ΦΥΛΑΚΟΥ — [417, 1425, 596, 1439]
column-2 — [365, 91, 647, 2260]
masthead — [70, 55, 1526, 79]
column-divider — [653, 91, 654, 2260]
